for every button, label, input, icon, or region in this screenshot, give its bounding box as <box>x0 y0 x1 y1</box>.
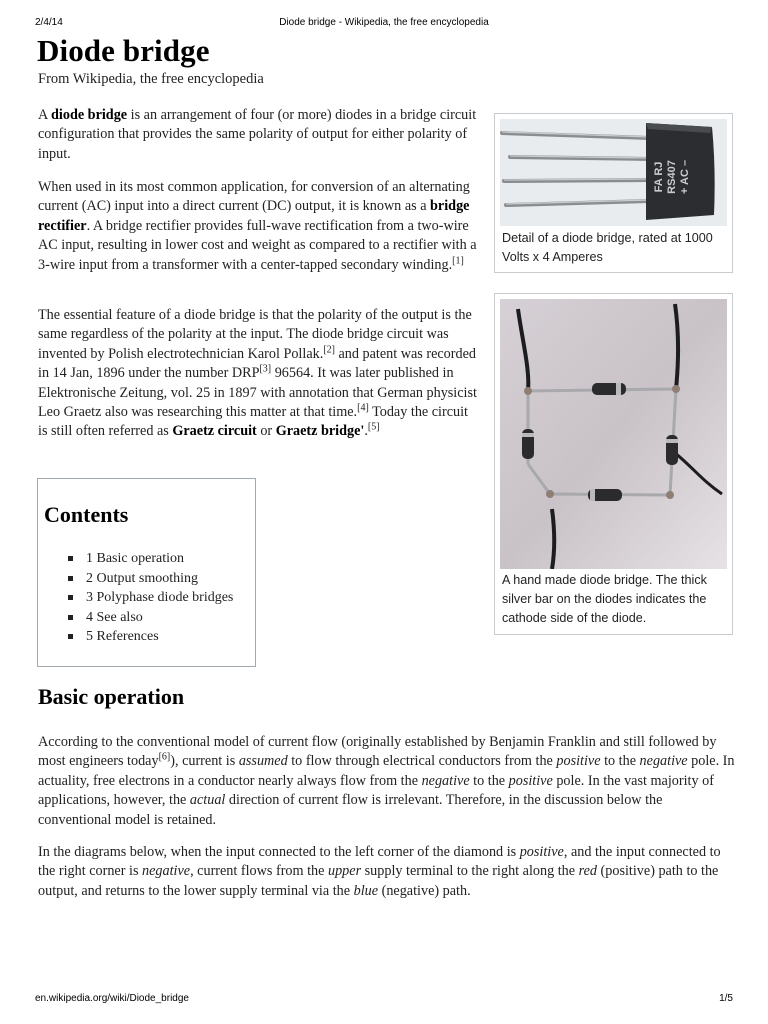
print-title: Diode bridge - Wikipedia, the free encyclopedia <box>279 17 489 28</box>
toc-item-basic-operation[interactable]: 1 Basic operation <box>66 549 233 569</box>
toc-item-polyphase-diode-bridges[interactable]: 3 Polyphase diode bridges <box>66 588 233 608</box>
paragraph-conventional-current: According to the conventional model of current flow (originally established by Benjamin Franklin and still followed by most engineers today[6]), current is assumed to flow through electrical conductors from the positive to the negative pole. In actuality, free electrons in a conductor nearly always flow from the negative to the positive pole. In the vast majority of applications, however, the actual direction of current flow is irrelevant. Therefore, in the discussion below the conventional model is retained. <box>38 734 735 828</box>
handmade-bridge-photo[interactable] <box>500 299 727 569</box>
figure-caption: Detail of a diode bridge, rated at 1000 Volts x 4 Amperes <box>502 231 713 264</box>
chip-marking: + AC – <box>679 159 691 195</box>
term-graetz-circuit: Graetz circuit <box>172 423 257 440</box>
paragraph-bridge-rectifier: When used in its most common application, for conversion of an alternating current (AC) input into a direct current (DC) output, it is known as a bridge rectifier. A bridge rectifier provides full-wave rectification from a two-wire AC input, resulting in lower cost and weight as compared to a rectifier with a 3-wire input from a transformer with a center-tapped secondary winding.[1] <box>38 179 477 273</box>
paragraph-diagram-explanation: In the diagrams below, when the input connected to the left corner of the diamond is positive, and the input connected to the right corner is negative, current flows from the upper supply terminal to the right along the red (positive) path to the output, and returns to the lower supply terminal via the blue (negative) path. <box>38 844 721 899</box>
print-footer <box>0 993 768 1007</box>
toc-item-output-smoothing[interactable]: 2 Output smoothing <box>66 569 233 589</box>
page-subtitle: From Wikipedia, the free encyclopedia <box>38 71 264 87</box>
print-page-number: 1/5 <box>719 993 733 1004</box>
diode-bridge-photo[interactable] <box>500 119 727 226</box>
reference-link[interactable]: [1] <box>452 254 464 266</box>
term-diode-bridge: diode bridge <box>51 107 128 123</box>
reference-link[interactable]: [6] <box>158 751 171 763</box>
toc-item-references[interactable]: 5 References <box>66 627 233 647</box>
toc-list <box>66 549 233 647</box>
print-url: en.wikipedia.org/wiki/Diode_bridge <box>35 993 189 1004</box>
figure-caption: A hand made diode bridge. The thick silver bar on the diodes indicates the cathode side of the diode. <box>502 573 707 625</box>
term-graetz-bridge: Graetz bridge' <box>275 423 365 440</box>
table-of-contents <box>37 478 256 667</box>
chip-marking: FA RJ <box>653 161 665 193</box>
paragraph-history: The essential feature of a diode bridge is that the polarity of the output is the same regardless of the polarity at the input. The diode bridge circuit was invented by Polish electrotechnician Karol Pollak.[2] and patent was recorded in 14 Jan, 1896 under the number DRP[3] 96564. It was later published in Elektronische Zeitung, vol. 25 in 1897 with annotation that German physicist Leo Graetz also was researching this matter at that time.[4] Today the circuit is still often referred as Graetz circuit or Graetz bridge'.[5] <box>38 307 477 440</box>
page-title: Diode bridge <box>37 33 210 68</box>
term-bridge-rectifier: bridge rectifier <box>38 198 470 234</box>
chip-marking: RS407 <box>666 160 678 194</box>
print-date: 2/4/14 <box>35 17 63 28</box>
print-header <box>0 17 768 31</box>
reference-link[interactable]: [3] <box>259 363 272 375</box>
figure-diode-bridge-detail <box>494 113 733 273</box>
section-heading-basic-operation: Basic operation <box>38 684 185 709</box>
toc-item-see-also[interactable]: 4 See also <box>66 608 233 628</box>
toc-title: Contents <box>44 502 129 527</box>
reference-link[interactable]: [4] <box>357 402 369 414</box>
reference-link[interactable]: [2] <box>323 344 335 356</box>
reference-link[interactable]: [5] <box>367 421 380 433</box>
figure-handmade-bridge <box>494 293 733 635</box>
lead-paragraph: A diode bridge is an arrangement of four (or more) diodes in a bridge circuit configuration that provides the same polarity of output for either polarity of input. <box>38 107 477 162</box>
